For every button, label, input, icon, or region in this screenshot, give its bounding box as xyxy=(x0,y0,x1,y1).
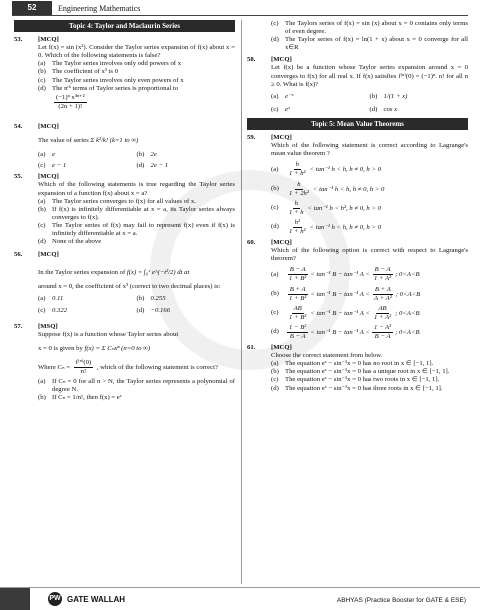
option-item xyxy=(271,20,468,36)
option-text: The Taylor series of f(x) may fail to represent f(x) even if f(x) is infinitely differentiable at x = a. xyxy=(52,221,235,237)
option-text: < tan⁻¹ B − tan⁻¹ A < xyxy=(310,271,370,279)
option-key: (a) xyxy=(38,378,46,386)
option-item xyxy=(271,368,468,376)
option-text: e − 1 xyxy=(52,162,67,170)
option-text: −0.166 xyxy=(150,306,171,314)
question-text: In the Taylor series expansion of f(x) = ∫₀ˣ e^(−t²/2) dt at xyxy=(38,269,190,277)
fraction-numerator: AB xyxy=(292,305,304,314)
option-text: The equation eˣ − sin⁻¹x = 0 has three roots in x ∈ [−1, 1]. xyxy=(285,384,443,392)
question-text: around x = 0, the coefficient of x³ (correct to two decimal places) is: xyxy=(38,283,221,291)
fraction-denominator: 1 + A² xyxy=(373,313,392,321)
question-header: 56. [MCQ] xyxy=(14,251,59,259)
option-key: (a) xyxy=(38,295,46,303)
option-item xyxy=(38,378,235,394)
fraction xyxy=(372,324,393,341)
option-key: (d) xyxy=(271,36,279,44)
option-item xyxy=(271,219,468,236)
topic-heading: Topic 5: Mean Value Theorems xyxy=(247,118,468,130)
fraction xyxy=(372,266,393,283)
option-text: If Cₙ = 1/n!, then f(x) = eˣ xyxy=(52,394,122,402)
fraction-denominator: 1 + h xyxy=(289,208,304,216)
page-number: 52 xyxy=(12,1,52,15)
fraction-numerator: AB xyxy=(376,305,388,314)
right-column xyxy=(247,20,468,393)
option-text: 1/(1 + x) xyxy=(383,92,408,100)
page-header xyxy=(0,0,480,16)
option-text: 0.255 xyxy=(150,295,166,303)
option-key: (b) xyxy=(369,92,378,100)
fraction-denominator: A + A² xyxy=(373,294,392,302)
question-text: Which of the following statements is true regarding the Taylor series expansion of a function f(x) about x = a? xyxy=(38,181,235,197)
option-text: < tan⁻¹ h < h, h ≠ 0, h > 0 xyxy=(309,224,381,231)
option-list xyxy=(14,378,235,402)
option-text: ; 0<A<B xyxy=(395,271,420,279)
header-rule xyxy=(12,15,468,16)
option-key: (c) xyxy=(271,204,279,212)
fraction-denominator: 1 + h² xyxy=(289,227,306,235)
option-item xyxy=(271,286,468,303)
option-item xyxy=(271,305,468,322)
option-text: 0.322 xyxy=(52,306,68,314)
option-text: The coefficient of x³ is 0 xyxy=(52,68,118,76)
option-key: (a) xyxy=(38,197,46,205)
option-text: The Taylor series converges to f(x) for all values of x. xyxy=(52,197,196,205)
option-item xyxy=(370,93,469,101)
option-item xyxy=(271,376,468,384)
fraction-numerator: h xyxy=(295,181,302,190)
fraction-numerator: 1 − A² xyxy=(372,324,393,333)
fraction xyxy=(287,266,308,283)
option-text xyxy=(285,181,468,198)
question-text: Let f(x) = sin (x²). Consider the Taylor series expansion of f(x) about x = 0. Which of the following statements is false? xyxy=(38,44,235,60)
option-text: The nᵗʰ terms of Taylor series is proportional to xyxy=(52,84,179,92)
option-text: The Taylor series involves only even powers of x xyxy=(52,76,184,84)
question-text: Which of the following statement is correct according to Lagrange's mean value theorem ? xyxy=(271,142,468,158)
option-key: (c) xyxy=(271,105,279,113)
option-item xyxy=(137,307,236,315)
option-list xyxy=(247,161,468,236)
option-item xyxy=(271,161,468,178)
fraction-denominator: 1 + h² xyxy=(289,170,306,178)
fraction-denominator: 1 + B² xyxy=(289,275,307,283)
formula: $\frac{\text{(−1)ⁿ x⁴ⁿ⁺²}}{(2n + 1)!}$ xyxy=(56,93,85,110)
option-key: (c) xyxy=(38,162,46,170)
option-item xyxy=(271,266,468,283)
option-grid xyxy=(38,295,235,314)
option-item xyxy=(38,151,137,159)
option-grid xyxy=(271,93,468,114)
question-text: The value of series Σ k²/k! (k=1 to ∞) xyxy=(38,137,139,145)
option-key: (c) xyxy=(271,376,279,384)
option-item xyxy=(38,295,137,303)
option-text: The equation eˣ − sin⁻¹x = 0 has no root in x ∈ [−1, 1]. xyxy=(285,360,434,368)
pw-logo-icon: PW xyxy=(48,592,62,606)
option-key: (a) xyxy=(271,165,279,173)
option-key: (a) xyxy=(271,270,279,278)
option-text: < tan⁻¹ B − tan⁻¹ A < xyxy=(310,329,370,337)
option-key: (c) xyxy=(38,306,46,314)
option-key: (d) xyxy=(369,105,378,113)
option-text: < tan⁻¹ h < h, h ≠ 0, h > 0 xyxy=(312,185,385,193)
option-text xyxy=(285,324,468,341)
question-header: 61. [MCQ] xyxy=(247,344,292,352)
option-text: If Cₙ = 0 for all n > N, the Taylor series represents a polynomial of degree N. xyxy=(52,378,235,394)
option-key: (b) xyxy=(271,290,279,298)
option-key: (d) xyxy=(38,238,46,246)
question-text: Choose the correct statement from below. xyxy=(271,352,383,360)
footer-corner-block xyxy=(0,588,30,610)
option-text: cos x xyxy=(383,105,398,113)
question-header: 59. [MCQ] xyxy=(247,134,292,142)
option-item xyxy=(271,360,468,368)
option-text xyxy=(285,286,468,303)
question-text: Where Cₙ = $\frac{\text{f⁽ⁿ⁾(0)}}{n!}$ , which of the following statement is correct? xyxy=(38,358,218,375)
fraction-denominator: 1 + B² xyxy=(289,294,307,302)
option-key: (c) xyxy=(271,309,279,317)
option-key: (a) xyxy=(38,151,46,159)
question-header: 54. [MCQ] xyxy=(14,122,59,130)
option-key: (a) xyxy=(271,360,279,368)
option-list xyxy=(247,266,468,341)
question-header: 58. [MCQ] xyxy=(247,56,292,64)
option-key: (d) xyxy=(38,84,46,92)
option-text: The Taylors series of f(x) = sin (x) about x = 0 contains only terms of even degree. xyxy=(285,20,468,36)
option-item xyxy=(38,238,235,246)
question-header: 55. [MCQ] xyxy=(14,173,59,181)
page-footer xyxy=(0,587,480,610)
fraction xyxy=(287,161,308,178)
option-key: (b) xyxy=(38,205,46,213)
question-text: Which of the following option is correct with respect to Lagrange's theorem? xyxy=(271,247,468,263)
option-text xyxy=(285,200,468,217)
fraction-numerator: h² xyxy=(293,219,302,228)
option-item xyxy=(38,222,235,238)
option-text: < tan⁻¹ h < h², h ≠ 0, h > 0 xyxy=(307,204,381,212)
fraction xyxy=(287,181,311,198)
option-list xyxy=(14,198,235,247)
fraction-numerator: 1 − B² xyxy=(287,324,308,333)
option-grid xyxy=(38,151,235,170)
brand-logo xyxy=(48,592,125,606)
question-text: Suppose f(x) is a function whose Taylor series about xyxy=(38,330,179,338)
option-item xyxy=(38,60,235,68)
option-key: (b) xyxy=(136,151,145,159)
question-header: 53. [MCQ] xyxy=(14,36,59,44)
option-key: (c) xyxy=(38,76,46,84)
option-item xyxy=(38,85,235,93)
option-key: (b) xyxy=(271,368,279,376)
left-column xyxy=(14,20,235,402)
option-text: eˣ xyxy=(285,105,290,113)
option-item xyxy=(137,295,236,303)
option-text: The Taylor series of f(x) = ln(1 + x) about x = 0 converge for all x∈R xyxy=(285,36,468,52)
option-text: e⁻ˣ xyxy=(285,92,294,100)
option-text xyxy=(285,305,468,322)
option-key: (d) xyxy=(271,328,279,336)
option-item xyxy=(271,200,468,217)
option-key: (d) xyxy=(136,306,145,314)
option-list xyxy=(14,60,235,92)
option-text: The equation eˣ − sin⁻¹x = 0 has two roots in x ∈ [−1, 1]. xyxy=(285,376,440,384)
section-title: Engineering Mathematics xyxy=(58,3,141,13)
option-item xyxy=(271,385,468,393)
option-text: < tan⁻¹ B − tan⁻¹ A < xyxy=(310,309,370,317)
option-text: < tan⁻¹ B − tan⁻¹ A < xyxy=(310,290,370,298)
option-text: The Taylor series involves only odd powers of x xyxy=(52,60,182,68)
option-key: (d) xyxy=(136,162,145,170)
option-text: ; 0<A<B xyxy=(395,290,421,298)
option-key: (b) xyxy=(136,295,145,303)
option-item xyxy=(38,68,235,76)
option-key: (b) xyxy=(271,185,279,193)
option-text: The equation eˣ − sin⁻¹x = 0 has a unique root in x ∈ [−1, 1]. xyxy=(285,368,450,376)
fraction-denominator: 1 + B² xyxy=(289,313,307,321)
option-key: (a) xyxy=(38,60,46,68)
option-item xyxy=(271,106,370,114)
option-key: (d) xyxy=(271,384,279,392)
option-key: (d) xyxy=(271,223,279,231)
option-item xyxy=(137,162,236,170)
fraction xyxy=(372,305,393,322)
option-item xyxy=(38,307,137,315)
fraction-numerator: B − A xyxy=(373,266,393,275)
fraction-numerator: h xyxy=(293,200,300,209)
fraction-numerator: h xyxy=(294,161,301,170)
fraction xyxy=(287,200,306,217)
question-header: 57. [MSQ] xyxy=(14,322,58,330)
option-key: (a) xyxy=(271,92,279,100)
option-text xyxy=(285,266,468,283)
question-header: 60. [MCQ] xyxy=(247,239,292,247)
footer-text: ABHYAS (Practice Booster for GATE & ESE) xyxy=(336,597,466,604)
option-text: If f(x) is infinitely differentiable at x = a, its Taylor series always converges to f(x). xyxy=(52,205,235,221)
option-item xyxy=(38,162,137,170)
fraction-denominator: B − A xyxy=(374,333,391,340)
option-item xyxy=(38,77,235,85)
option-text: ; 0<A<B xyxy=(395,329,420,337)
fraction-numerator: B + A xyxy=(373,286,393,295)
option-list xyxy=(247,20,468,52)
fraction xyxy=(287,286,308,303)
option-list xyxy=(247,360,468,392)
fraction xyxy=(287,305,308,322)
fraction-numerator: B + A xyxy=(288,286,308,295)
option-item xyxy=(271,36,468,52)
option-text: e xyxy=(52,151,55,159)
fraction xyxy=(287,324,308,341)
option-text xyxy=(285,219,468,236)
option-key: (c) xyxy=(38,221,46,229)
option-item xyxy=(38,198,235,206)
option-key: (b) xyxy=(38,394,46,402)
option-item xyxy=(137,151,236,159)
fraction-denominator: B − A xyxy=(289,333,306,340)
option-text: 2e xyxy=(150,151,157,159)
option-item xyxy=(38,206,235,222)
fraction-numerator: B − A xyxy=(288,266,308,275)
option-text: < tan⁻¹ h < h, h ≠ 0, h > 0 xyxy=(309,166,381,174)
option-text: 0.11 xyxy=(52,295,64,303)
fraction-denominator: 1 + 2h² xyxy=(289,189,309,197)
fraction-denominator: 1 + A² xyxy=(373,275,392,283)
fraction xyxy=(372,286,394,303)
option-item xyxy=(38,394,235,402)
column-separator xyxy=(241,20,242,584)
option-text xyxy=(285,161,468,178)
topic-heading: Topic 4: Taylor and Maclaurin Series xyxy=(14,20,235,32)
option-item xyxy=(271,93,370,101)
option-key: (b) xyxy=(38,68,46,76)
fraction xyxy=(287,219,308,236)
option-text: None of the above xyxy=(52,238,102,246)
option-key: (c) xyxy=(271,20,279,27)
option-item xyxy=(271,324,468,341)
option-text: ; 0<A<B xyxy=(395,309,420,317)
question-text: x = 0 is given by f(x) = Σ Cₙxⁿ (n=0 to ∞) xyxy=(38,344,151,352)
option-item xyxy=(370,106,469,114)
question-text: Let f(x) be a function whose Taylor series expansion around x = 0 converges to f(x) for all real x. If f(x) satisfies f⁽ⁿ⁾(0) = (−1)ⁿ. n! for all n ≥ 0. What is f(x)? xyxy=(271,64,468,88)
option-text: 2e − 1 xyxy=(150,162,169,170)
brand-name: GATE WALLAH xyxy=(67,594,126,604)
option-item xyxy=(271,181,468,198)
